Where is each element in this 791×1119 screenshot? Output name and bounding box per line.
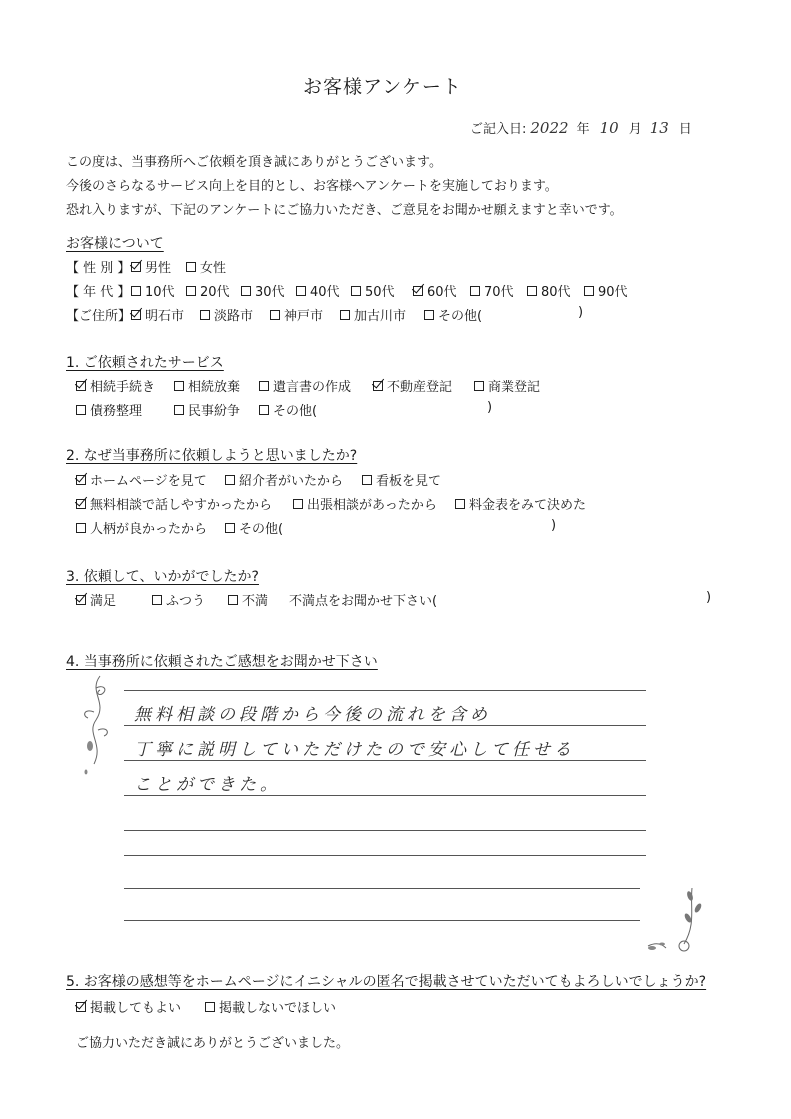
entry-date bbox=[470, 118, 692, 137]
checkbox-icon bbox=[205, 1002, 215, 1012]
q3-option-satisfied[interactable]: 満足 bbox=[76, 590, 116, 609]
age-label: 【 年 代 】 bbox=[66, 285, 131, 300]
checkbox-icon bbox=[351, 286, 361, 296]
checkbox-checked-icon bbox=[131, 262, 141, 272]
q1-other-close: ) bbox=[487, 400, 493, 415]
q5-option-deny[interactable]: 掲載しないでほしい bbox=[205, 997, 336, 1016]
answer-text-line-1: 無料相談の段階から今後の流れを含め bbox=[134, 705, 491, 725]
gender-label: 【 性 別 】 bbox=[66, 261, 131, 276]
q5-option-allow[interactable]: 掲載してもよい bbox=[76, 997, 181, 1016]
answer-text-line-3: ことができた。 bbox=[134, 775, 281, 795]
q1-option-inheritance-renunciation[interactable]: 相続放棄 bbox=[174, 376, 240, 395]
checkbox-checked-icon bbox=[76, 475, 86, 485]
intro-line-1: この度は、当事務所へご依頼を頂き誠にありがとうございます。 bbox=[66, 155, 442, 170]
q1-option-other[interactable]: その他( bbox=[259, 400, 317, 419]
checkbox-icon bbox=[152, 595, 162, 605]
checkbox-icon bbox=[455, 499, 465, 509]
age-option-80s[interactable]: 80代 bbox=[527, 281, 571, 300]
answer-line bbox=[124, 760, 646, 761]
closing-message: ご協力いただき誠にありがとうございました。 bbox=[76, 1036, 350, 1051]
checkbox-checked-icon bbox=[373, 381, 383, 391]
answer-line bbox=[124, 725, 646, 726]
q1-heading: 1. ご依頼されたサービス bbox=[66, 355, 224, 371]
gender-option-female[interactable]: 女性 bbox=[186, 257, 226, 276]
q2-option-signboard[interactable]: 看板を見て bbox=[362, 470, 441, 489]
checkbox-icon bbox=[186, 286, 196, 296]
q3-option-dissatisfied[interactable]: 不満 bbox=[228, 590, 268, 609]
checkbox-checked-icon bbox=[76, 499, 86, 509]
address-option-kakogawa[interactable]: 加古川市 bbox=[340, 305, 406, 324]
q2-option-referral[interactable]: 紹介者がいたから bbox=[225, 470, 343, 489]
age-option-10s[interactable]: 10代 bbox=[131, 281, 175, 300]
q2-option-price-list[interactable]: 料金表をみて決めた bbox=[455, 494, 586, 513]
checkbox-checked-icon bbox=[131, 310, 141, 320]
address-option-other[interactable]: その他( bbox=[424, 305, 482, 324]
date-year-unit: 年 bbox=[576, 122, 590, 137]
answer-line bbox=[124, 830, 646, 831]
address-other-close: ) bbox=[578, 305, 584, 320]
q3-complaint-close: ) bbox=[706, 590, 712, 605]
checkbox-icon bbox=[200, 310, 210, 320]
checkbox-icon bbox=[225, 523, 235, 533]
q4-heading: 4. 当事務所に依頼されたご感想をお聞かせ下さい bbox=[66, 654, 378, 670]
checkbox-icon bbox=[259, 405, 269, 415]
checkbox-icon bbox=[228, 595, 238, 605]
checkbox-icon bbox=[470, 286, 480, 296]
checkbox-icon bbox=[174, 381, 184, 391]
checkbox-icon bbox=[296, 286, 306, 296]
checkbox-icon bbox=[225, 475, 235, 485]
vine-ornament-icon bbox=[78, 672, 124, 782]
q3-heading: 3. 依頼して、いかがでしたか? bbox=[66, 569, 259, 585]
age-option-50s[interactable]: 50代 bbox=[351, 281, 395, 300]
checkbox-icon bbox=[584, 286, 594, 296]
checkbox-icon bbox=[362, 475, 372, 485]
checkbox-icon bbox=[474, 381, 484, 391]
q1-option-real-estate-registration[interactable]: 不動産登記 bbox=[373, 376, 452, 395]
age-option-20s[interactable]: 20代 bbox=[186, 281, 230, 300]
age-option-40s[interactable]: 40代 bbox=[296, 281, 340, 300]
answer-line bbox=[124, 888, 640, 889]
date-day-unit: 日 bbox=[678, 122, 692, 137]
checkbox-icon bbox=[424, 310, 434, 320]
address-label: 【ご住所】 bbox=[66, 309, 132, 324]
checkbox-icon bbox=[340, 310, 350, 320]
address-option-akashi[interactable]: 明石市 bbox=[131, 305, 184, 324]
checkbox-checked-icon bbox=[413, 286, 423, 296]
checkbox-icon bbox=[76, 523, 86, 533]
customer-heading: お客様について bbox=[66, 236, 164, 252]
address-option-awaji[interactable]: 淡路市 bbox=[200, 305, 253, 324]
q2-other-close: ) bbox=[551, 518, 557, 533]
checkbox-icon bbox=[174, 405, 184, 415]
q2-option-other[interactable]: その他( bbox=[225, 518, 283, 537]
intro-line-3: 恐れ入りますが、下記のアンケートにご協力いただき、ご意見をお聞かせ願えますと幸いです。 bbox=[66, 203, 623, 218]
age-option-60s[interactable]: 60代 bbox=[413, 281, 457, 300]
address-option-kobe[interactable]: 神戸市 bbox=[270, 305, 323, 324]
q2-option-personality[interactable]: 人柄が良かったから bbox=[76, 518, 207, 537]
page-title: お客様アンケート bbox=[303, 76, 462, 98]
checkbox-icon bbox=[259, 381, 269, 391]
answer-line bbox=[124, 690, 646, 691]
flower-ornament-icon bbox=[640, 884, 710, 960]
q2-heading: 2. なぜ当事務所に依頼しようと思いましたか? bbox=[66, 448, 358, 464]
q2-option-homepage[interactable]: ホームページを見て bbox=[76, 470, 207, 489]
q1-option-commercial-registration[interactable]: 商業登記 bbox=[474, 376, 540, 395]
checkbox-checked-icon bbox=[76, 381, 86, 391]
checkbox-checked-icon bbox=[76, 595, 86, 605]
q3-complaint-label: 不満点をお聞かせ下さい( bbox=[289, 594, 438, 609]
checkbox-icon bbox=[76, 405, 86, 415]
age-option-90s[interactable]: 90代 bbox=[584, 281, 628, 300]
checkbox-icon bbox=[293, 499, 303, 509]
date-year[interactable]: 2022 bbox=[530, 119, 569, 137]
checkbox-checked-icon bbox=[76, 1002, 86, 1012]
age-option-70s[interactable]: 70代 bbox=[470, 281, 514, 300]
q3-option-average[interactable]: ふつう bbox=[152, 590, 205, 609]
q2-option-home-visit[interactable]: 出張相談があったから bbox=[293, 494, 437, 513]
date-day[interactable]: 13 bbox=[649, 119, 669, 137]
answer-line bbox=[124, 920, 640, 921]
q1-option-inheritance-procedure[interactable]: 相続手続き bbox=[76, 376, 155, 395]
q1-option-civil-dispute[interactable]: 民事紛争 bbox=[174, 400, 240, 419]
checkbox-icon bbox=[527, 286, 537, 296]
date-label: ご記入日: bbox=[470, 122, 527, 137]
checkbox-icon bbox=[131, 286, 141, 296]
date-month-unit: 月 bbox=[628, 122, 642, 137]
date-month[interactable]: 10 bbox=[599, 119, 619, 137]
q2-option-free-consultation[interactable]: 無料相談で話しやすかったから bbox=[76, 494, 272, 513]
answer-line bbox=[124, 855, 646, 856]
q5-heading: 5. お客様の感想等をホームページにイニシャルの匿名で掲載させていただいてもよろしいでしょうか? bbox=[66, 974, 707, 990]
answer-text-line-2: 丁寧に説明していただけたので安心して任せる bbox=[134, 740, 575, 760]
age-option-30s[interactable]: 30代 bbox=[241, 281, 285, 300]
checkbox-icon bbox=[270, 310, 280, 320]
q1-option-debt-consolidation[interactable]: 債務整理 bbox=[76, 400, 142, 419]
checkbox-icon bbox=[186, 262, 196, 272]
intro-line-2: 今後のさらなるサービス向上を目的とし、お客様へアンケートを実施しております。 bbox=[66, 179, 558, 194]
q1-option-will-creation[interactable]: 遺言書の作成 bbox=[259, 376, 351, 395]
gender-option-male[interactable]: 男性 bbox=[131, 257, 171, 276]
checkbox-icon bbox=[241, 286, 251, 296]
answer-line bbox=[124, 795, 646, 796]
